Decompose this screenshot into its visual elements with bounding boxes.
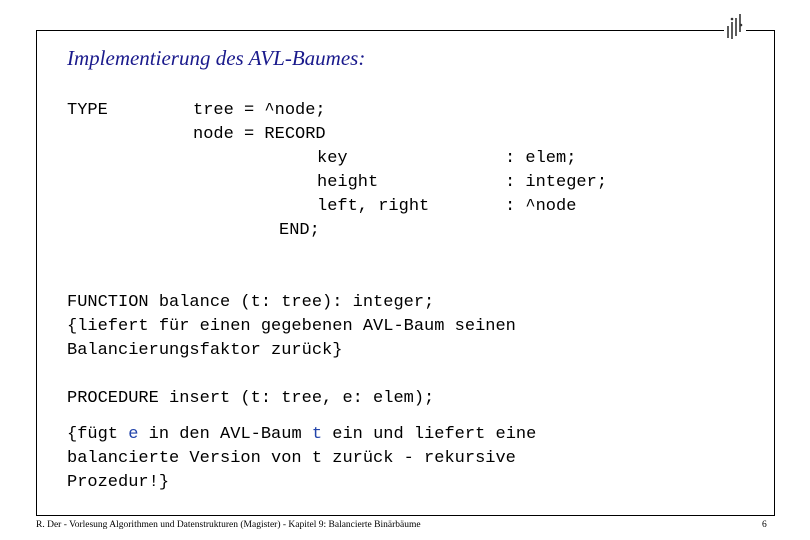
page-number: 6 bbox=[762, 520, 767, 530]
field-height-type: : integer; bbox=[505, 173, 608, 192]
field-key-type: : elem; bbox=[505, 149, 577, 168]
procedure-comment-line1 bbox=[67, 423, 536, 447]
variable-t: t bbox=[311, 425, 323, 444]
field-key-name: key bbox=[317, 149, 348, 168]
field-children-type: : ^node bbox=[505, 197, 577, 216]
procedure-comment-text: in den AVL-Baum bbox=[138, 425, 312, 444]
type-keyword: TYPE bbox=[67, 101, 108, 120]
procedure-signature: PROCEDURE insert (t: tree, e: elem); bbox=[67, 389, 435, 408]
function-comment-line1: {liefert für einen gegebenen AVL-Baum seinen bbox=[67, 317, 516, 336]
tree-definition: tree = ^node; bbox=[193, 101, 326, 120]
footer-text: R. Der - Vorlesung Algorithmen und Datenstrukturen (Magister) - Kapitel 9: Balancierte Binärbäume bbox=[36, 520, 421, 530]
field-children-name: left, right bbox=[317, 197, 430, 216]
record-end: END; bbox=[279, 221, 320, 240]
procedure-comment-line2: balancierte Version von t zurück - rekursive bbox=[67, 449, 516, 468]
slide-title: Implementierung des AVL-Baumes: bbox=[67, 46, 366, 70]
procedure-comment-text: {fügt bbox=[67, 425, 129, 444]
university-logo-icon bbox=[724, 12, 746, 42]
variable-e: e bbox=[128, 425, 139, 444]
procedure-comment-line3: Prozedur!} bbox=[67, 473, 170, 492]
function-comment-line2: Balancierungsfaktor zurück} bbox=[67, 341, 343, 360]
node-definition: node = RECORD bbox=[193, 125, 326, 144]
procedure-comment-text: ein und liefert eine bbox=[322, 425, 537, 444]
function-signature: FUNCTION balance (t: tree): integer; bbox=[67, 293, 435, 312]
field-height-name: height bbox=[317, 173, 379, 192]
